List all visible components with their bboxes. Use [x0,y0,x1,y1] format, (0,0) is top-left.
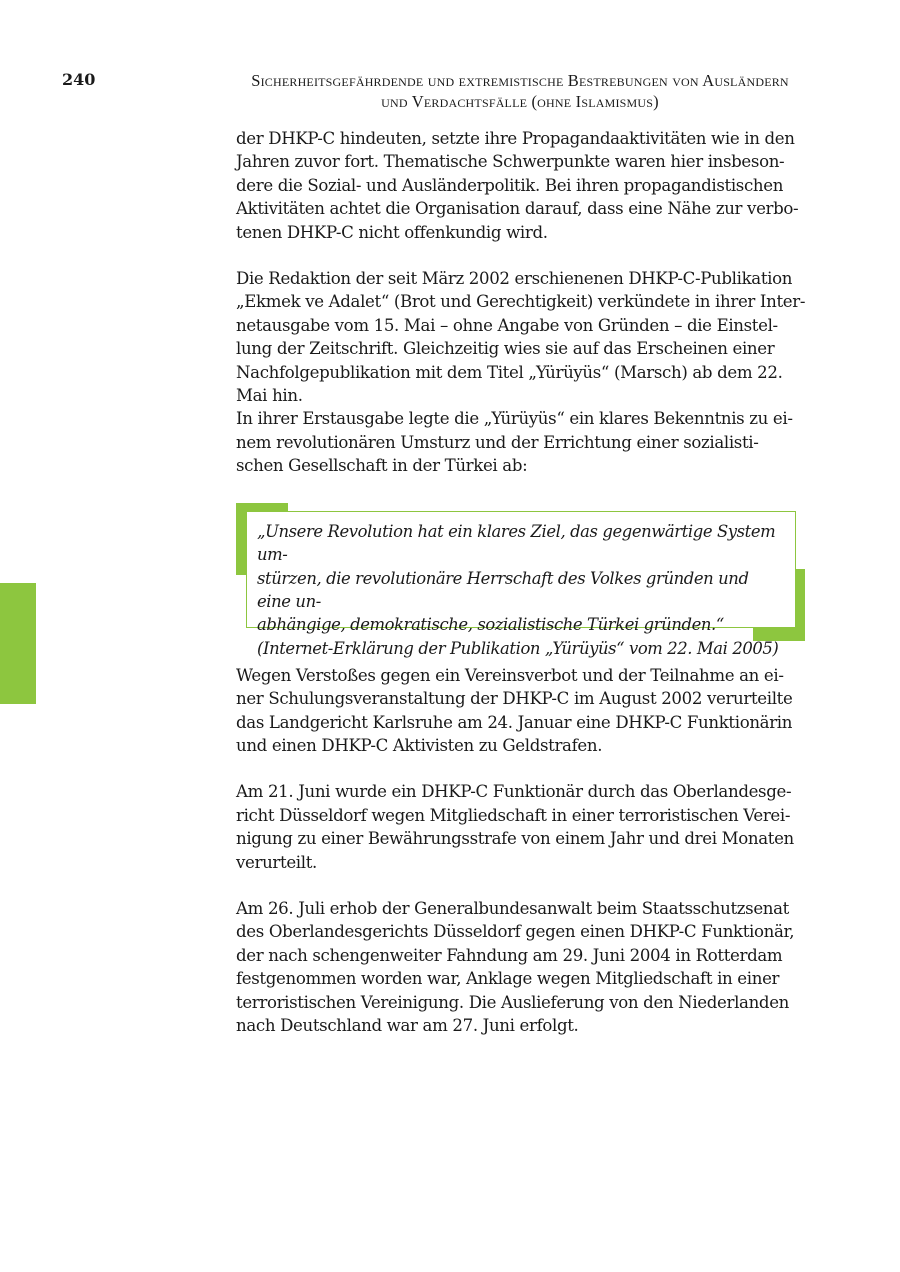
quote-text: „Unsere Revolution hat ein klares Ziel, das gegenwärtige System um- stürzen, die revolutionäre Herrschaft des Volkes gründen und eine un- abhängige, demokratische, sozialistische Türkei gründen.“ (Internet-Erklärung der Publikation „Yürüyüs“ vom 22. Mai 2005) [257,521,779,658]
paragraph-2: Die Redaktion der seit März 2002 erschienenen DHKP-C-Publikation „Ekmek ve Adalet“ (Brot und Gerechtigkeit) verkündete in ihrer Inter- netausgabe vom 15. Mai – ohne Angabe von Gründen – die Einstel- lung der Zeitschrift. Gleichzeitig wies sie auf das Erscheinen einer Nachfolgepublikation mit dem Titel „Yürüyüs“ (Marsch) ab dem 22. Mai hin. [236,269,806,406]
paragraph-5: Am 21. Juni wurde ein DHKP-C Funktionär durch das Oberlandesge- richt Düsseldorf wegen Mitgliedschaft in einer terroristischen Verei- nigung zu einer Bewährungsstrafe von einem Jahr und drei Monaten verurteilt. [236,782,794,872]
quote-block [236,503,808,658]
main-text [236,127,808,1037]
running-head [236,70,804,112]
paragraph-4: Wegen Verstoßes gegen ein Vereinsverbot und der Teilnahme an ei- ner Schulungsveranstaltung der DHKP-C im August 2002 verurteilte das Landgericht Karlsruhe am 24. Januar eine DHKP-C Funktionärin und einen DHKP-C Aktivisten zu Geldstrafen. [236,665,793,755]
paragraph-3: In ihrer Erstausgabe legte die „Yürüyüs“ ein klares Bekenntnis zu ei- nem revolutionären Umsturz und der Errichtung einer sozialisti- schen Gesellschaft in der Türkei ab: [236,409,793,476]
chapter-side-tab [0,583,36,704]
paragraph-6: Am 26. Juli erhob der Generalbundesanwalt beim Staatsschutzsenat des Oberlandesgerichts Düsseldorf gegen einen DHKP-C Funktionär, der nach schengenweiter Fahndung am 29. Juni 2004 in Rotterdam festgenommen worden war, Anklage wegen Mitgliedschaft in einer terroristischen Vereinigung. Die Auslieferung von den Niederlanden nach Deutschland war am 27. Juni erfolgt. [236,898,795,1035]
running-head-text: Sicherheitsgefährdende und extremistische Bestrebungen von Ausländern und Verdachtsfälle (ohne Islamismus) [251,71,789,111]
page-number: 240 [62,70,96,89]
quote-box [246,511,796,658]
paragraph-1: der DHKP-C hindeuten, setzte ihre Propagandaaktivitäten wie in den Jahren zuvor fort. Thematische Schwerpunkte waren hier insbeson- dere die Sozial- und Ausländerpolitik. Bei ihren propagandistischen Aktivitäten achtet die Organisation darauf, dass eine Nähe zur verbo- tenen DHKP-C nicht offenkundig wird. [236,129,799,242]
